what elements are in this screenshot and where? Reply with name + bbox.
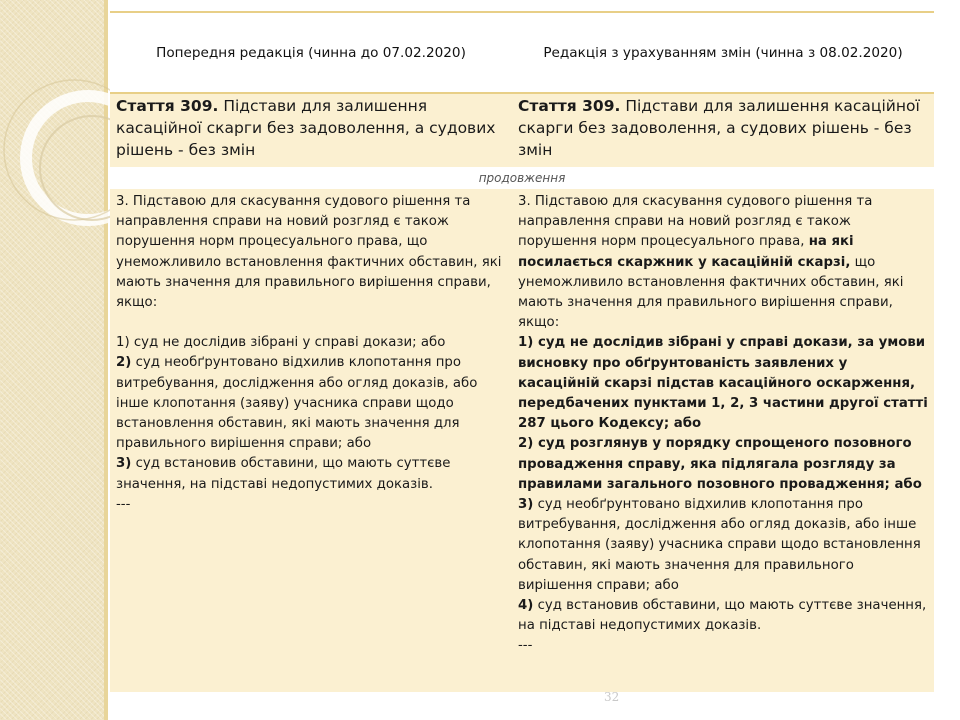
- article-number: Стаття 309.: [116, 97, 219, 115]
- paragraph-intro: 3. Підставою для скасування судового рішення та направлення справи на новий розгляд є також порушення норм процесуального права, що унеможливило встановлення фактичних обставин, які мають значення для правильного вирішення справи, якщо:: [116, 194, 502, 311]
- header-new-edition: Редакція з урахуванням змін (чинна з 08.02.2020): [512, 14, 934, 93]
- list-item-4: 4) суд встановив обставини, що мають суттєве значення, на підставі недопустимих доказів.: [518, 598, 927, 634]
- list-item-1: 1) суд не дослідив зібрані у справі докази; або: [116, 335, 446, 351]
- list-item-2: 2) суд розглянув у порядку спрощеного позовного провадження справу, яка підлягала розгляду за правилами загального позовного провадження; або: [518, 436, 922, 492]
- list-item-3: 3) суд необґрунтовано відхилив клопотання про витребування, дослідження або огляд доказів, або інше клопотання (заяву) учасника справи щодо встановлення обставин, які мають значення для правильного вирішення справи; або: [518, 497, 921, 593]
- header-previous-edition: Попередня редакція (чинна до 07.02.2020): [110, 14, 512, 93]
- top-rule: [110, 11, 934, 13]
- previous-edition-text: [110, 189, 512, 692]
- continuation-label: продовження: [110, 167, 934, 189]
- article-title-right: [512, 93, 934, 167]
- continuation-row: [110, 167, 934, 189]
- page-number: 32: [604, 690, 620, 704]
- list-item-1: 1) суд не дослідив зібрані у справі докази, за умови висновку про обґрунтованість заявлених у касаційній скарзі підстав касаційного оскарження, передбачених пунктами 1, 2, 3 частини другої статті 287 цього Кодексу; або: [518, 335, 928, 432]
- continuation-dashes: ---: [116, 496, 131, 512]
- body-row: [110, 189, 934, 692]
- article-title-row: [110, 93, 934, 167]
- list-item-2: 2) суд необґрунтовано відхилив клопотання про витребування, дослідження або огляд доказів, або інше клопотання (заяву) учасника справи щодо встановлення обставин, які мають значення для правильного вирішення справи; або: [116, 355, 478, 452]
- article-title-text: Підстави для залишення касаційної скарги без задоволення, а судових рішень - без змін: [518, 97, 920, 159]
- article-title-left: [110, 93, 512, 167]
- article-title-text: Підстави для залишення касаційної скарги без задоволення, а судових рішень - без змін: [116, 97, 496, 159]
- article-number: Стаття 309.: [518, 97, 621, 115]
- paragraph-intro: 3. Підставою для скасування судового рішення та направлення справи на новий розгляд є також порушення норм процесуального права, на які посилається скаржник у касаційній скарзі, що унеможливило встановлення фактичних обставин, які мають значення для правильного вирішення справи, якщо:: [518, 194, 904, 331]
- header-row: [110, 14, 934, 93]
- new-edition-text: [512, 189, 934, 692]
- comparison-table: [110, 14, 934, 692]
- continuation-dashes: ---: [518, 638, 533, 654]
- list-item-3: 3) суд встановив обставини, що мають суттєве значення, на підставі недопустимих доказів.: [116, 456, 451, 492]
